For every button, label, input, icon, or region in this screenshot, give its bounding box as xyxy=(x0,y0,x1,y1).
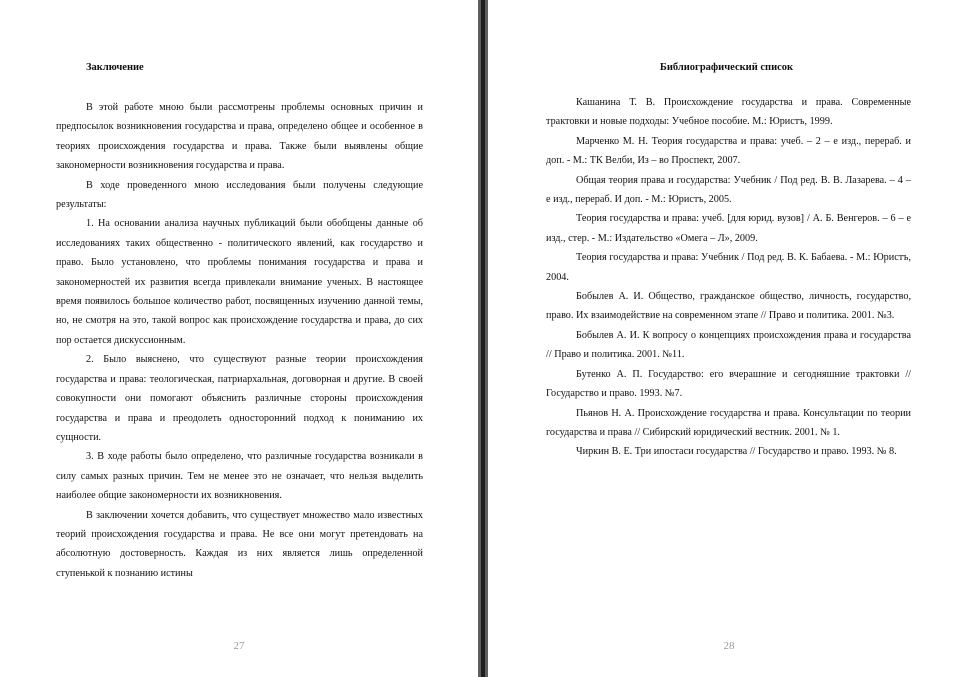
reference-item: Бобылев А. И. Общество, гражданское общество, личность, государство, право. Их взаимодействие на современном этапе // Право и политика. 2001. №3. xyxy=(546,291,911,322)
page-number: 28 xyxy=(723,640,735,652)
page-left xyxy=(0,0,478,677)
conclusion-paragraph: 1. На основании анализа научных публикаций были обобщены данные об исследованиях таких общественно - политического явлений, как государство и право. Было установлено, что проблемы понимания государства и права и закономерностей их развития всегда привлекали внимание ученых. В настоящее время появилось большое количество работ, посвященных изучению данной темы, но, не смотря на это, такой вопрос как происхождение государства и права, до сих пор остается дискуссионным. xyxy=(56,218,423,346)
conclusion-paragraph: 2. Было выяснено, что существуют разные теории происхождения государства и права: теологическая, патриархальная, договорная и другие. В своей совокупности они помогают объяснить различные стороны происхождения государства и права и преодолеть односторонний подход к пониманию их сущности. xyxy=(56,354,423,443)
conclusion-paragraph: В этой работе мною были рассмотрены проблемы основных причин и предпосылок возникновения государства и права, определено общее и особенное в теориях происхождения государства и права. Также были выявлены общие закономерности возникновения государства и права. xyxy=(56,102,423,172)
reference-item: Бутенко А. П. Государство: его вчерашние и сегодняшние трактовки // Государство и право. 1993. №7. xyxy=(546,368,911,400)
conclusion-paragraph: В заключении хочется добавить, что существует множество мало известных теорий происхождения государства и права. Не все они могут претендовать на абсолютную достоверность. Каждая из них является лишь определенной ступенькой к познанию истины xyxy=(56,509,423,579)
reference-item: Пьянов Н. А. Происхождение государства и права. Консультации по теории государства и права // Сибирский юридический вестник. 2001. № 1. xyxy=(546,407,911,438)
reference-item: Бобылев А. И. К вопросу о концепциях происхождения права и государства // Право и политика. 2001. №11. xyxy=(546,329,911,361)
conclusion-heading: Заключение xyxy=(86,62,144,73)
conclusion-paragraph: В ходе проведенного мною исследования были получены следующие результаты: xyxy=(56,179,423,211)
page-number: 27 xyxy=(233,640,245,652)
bibliography-heading: Библиографический список xyxy=(659,62,794,73)
page-right xyxy=(488,0,965,677)
reference-item: Теория государства и права: Учебник / Под ред. В. К. Бабаева. - М.: Юристъ, 2004. xyxy=(546,252,911,283)
reference-item: Кашанина Т. В. Происхождение государства и права. Современные трактовки и новые подходы: Учебное пособие. М.: Юристъ, 1999. xyxy=(546,97,911,128)
conclusion-body xyxy=(56,98,423,583)
bibliography-list xyxy=(546,93,911,462)
reference-item: Теория государства и права: учеб. [для юрид. вузов] / А. Б. Венгеров. – 6 – е изд., стер. - М.: Издательство «Омега – Л», 2009. xyxy=(546,213,911,244)
reference-item: Марченко М. Н. Теория государства и права: учеб. – 2 – е изд., перераб. и доп. - М.: ТК Велби, Из – во Проспект, 2007. xyxy=(546,135,911,167)
conclusion-paragraph: 3. В ходе работы было определено, что различные государства возникали в силу самых разных причин. Тем не менее это не означает, что нельзя выделить наиболее общие закономерности их возникновения. xyxy=(56,451,423,502)
page-gutter xyxy=(478,0,488,677)
reference-item: Общая теория права и государства: Учебник / Под ред. В. В. Лазарева. – 4 – е изд., перераб. И доп. - М.: Юристъ, 2005. xyxy=(546,174,911,206)
reference-item: Чиркин В. Е. Три ипостаси государства // Государство и право. 1993. № 8. xyxy=(576,446,897,458)
